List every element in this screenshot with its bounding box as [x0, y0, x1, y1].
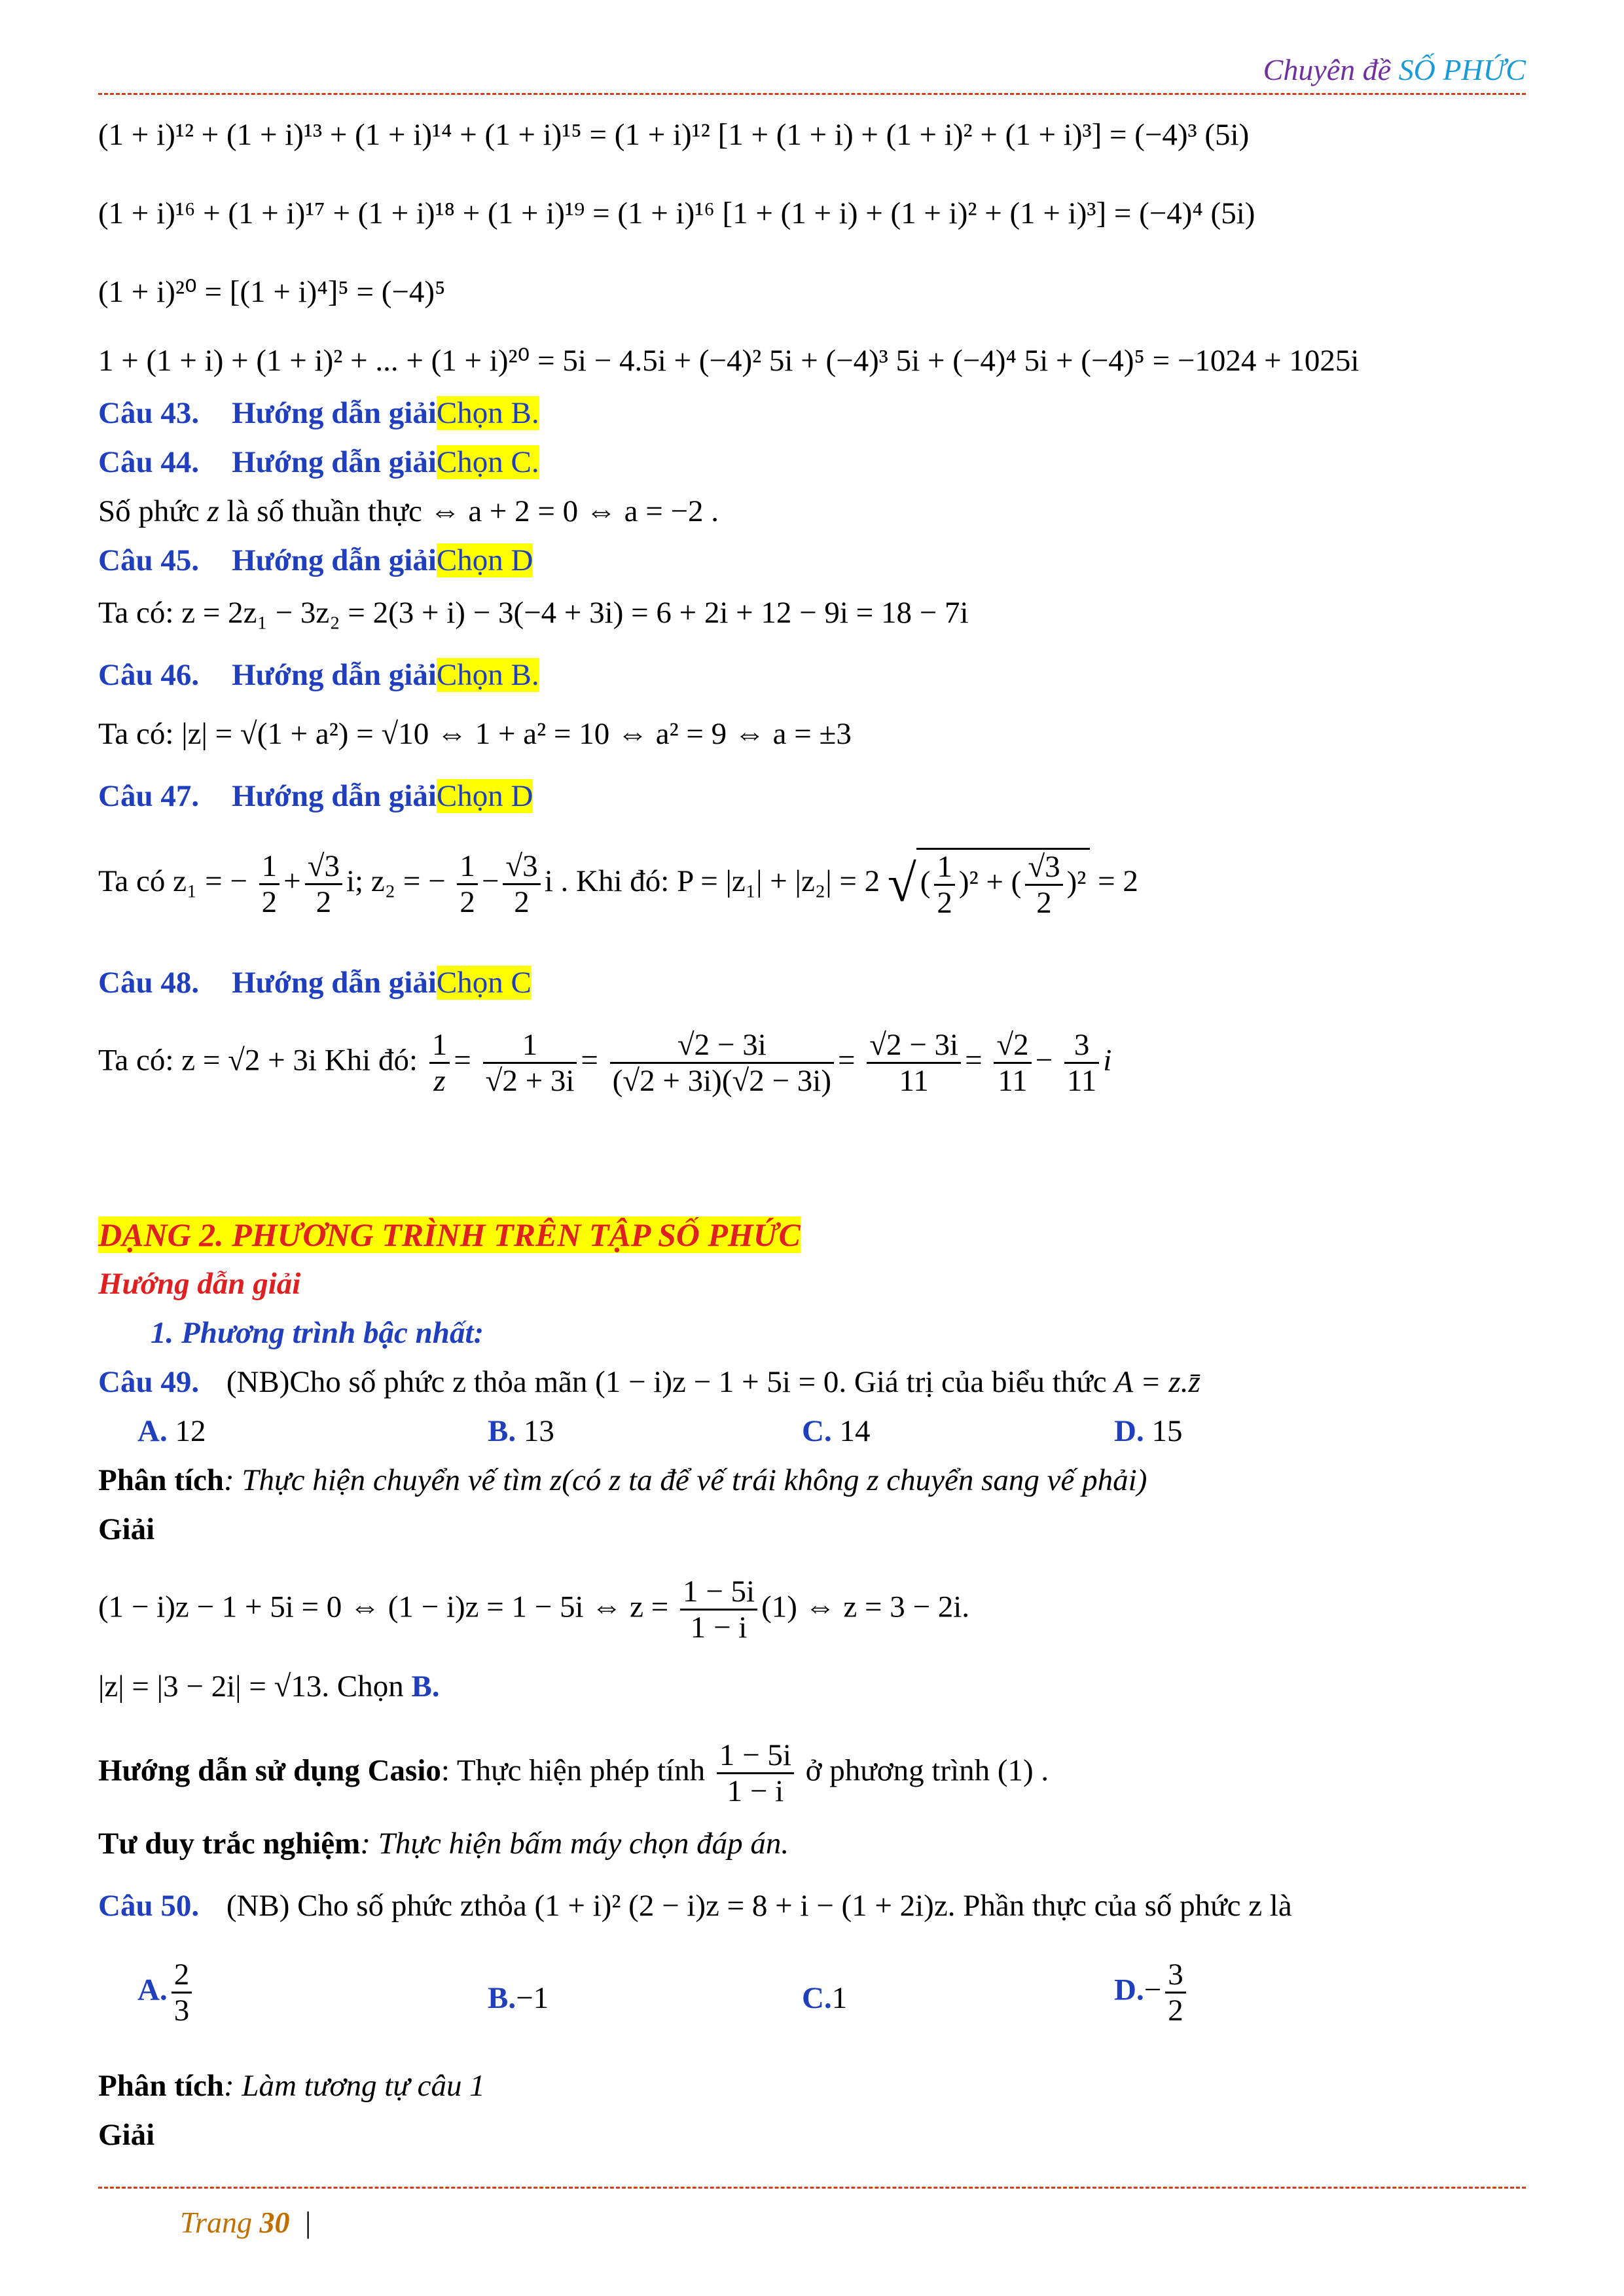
fraction: $\frac{1}{2}$: [457, 849, 478, 919]
question-50: Câu 50. (NB) Cho số phức zthỏa (1 + i)² (2 − i)z = 8 + i − (1 + 2i)z. Phần thực của số phức z là: [98, 1889, 1292, 1923]
fraction: $\frac{1}{√2 + 3i}$: [483, 1028, 577, 1098]
q50-analysis: Phân tích: Làm tương tự câu 1: [98, 2069, 485, 2103]
question-44: Câu 44. Hướng dẫn giảiChọn C.: [98, 445, 539, 479]
question-43: Câu 43. Hướng dẫn giảiChọn B.: [98, 396, 539, 430]
fraction: $\frac{1}{2}$: [934, 850, 955, 920]
choice-d[interactable]: D.− $\frac{3}{2}$: [1114, 1958, 1190, 2028]
fraction: $\frac{√3}{2}$: [1025, 850, 1062, 920]
question-48: Câu 48. Hướng dẫn giảiChọn C: [98, 966, 532, 1000]
q49-tdtn: Tư duy trắc nghiệm: Thực hiện bấm máy chọn đáp án.: [98, 1827, 789, 1861]
q49-casio: Hướng dẫn sử dụng Casio: Thực hiện phép tính $\frac{1 - 5i}{1 - i}$ ở phương trình (1) .: [98, 1738, 1049, 1808]
answer-highlight: Chọn C: [436, 966, 532, 1000]
choice-c[interactable]: C. 14: [802, 1414, 871, 1448]
q45-solution: Ta có: z = 2z₁ − 3z₂ = 2(3 + i) − 3(−4 + 3i) = 6 + 2i + 12 − 9i = 18 − 7i: [98, 596, 969, 630]
fraction: $\frac{√3}{2}$: [503, 849, 540, 919]
choice-a[interactable]: A. 12: [137, 1414, 206, 1448]
q49-step1: (1 − i)z − 1 + 5i = 0 ⇔ (1 − i)z = 1 − 5i ⇔ z = $\frac{1 - 5i}{1 - i}$ (1) ⇔ z = 3 − 2i.: [98, 1575, 970, 1645]
answer-highlight: Chọn D: [436, 543, 533, 577]
answer-highlight: Chọn C.: [436, 445, 539, 479]
question-46: Câu 46. Hướng dẫn giảiChọn B.: [98, 658, 539, 692]
fraction: $\frac{√3}{2}$: [305, 849, 342, 919]
q49-step2: |z| = |3 − 2i| = √13. Chọn B.: [98, 1669, 440, 1704]
fraction: $\frac{√2}{11}$: [994, 1028, 1031, 1098]
page-footer: Trang 30 |: [180, 2206, 312, 2239]
question-49: Câu 49. (NB)Cho số phức z thỏa mãn (1 − i)z − 1 + 5i = 0. Giá trị của biểu thức A = z.z̄: [98, 1365, 1200, 1399]
equation-line-3: (1 + i)²⁰ = [(1 + i)⁴]⁵ = (−4)⁵: [98, 275, 446, 309]
q44-explanation: Số phức z là số thuần thực ⇔ a + 2 = 0 ⇔ a = −2 .: [98, 494, 719, 528]
answer-highlight: Chọn D: [436, 779, 533, 813]
section-title: DẠNG 2. PHƯƠNG TRÌNH TRÊN TẬP SỐ PHỨC: [98, 1216, 801, 1253]
q49-choices: [98, 1408, 1525, 1455]
footer-divider: [98, 2187, 1526, 2189]
q48-solution: Ta có: z = √2 + 3i Khi đó: $\frac{1}{z}$ = $\frac{1}{√2 + 3i}$ = $\frac{√2 - 3i}{(√2 + 3i)(√2 - 3i)}$ = $\frac{√2 - 3i}{11}$ = $\frac{√2}{11}$ − $\frac{3}{11}$ i: [98, 1028, 1112, 1098]
fraction: $\frac{3}{11}$: [1064, 1028, 1099, 1098]
fraction: $\frac{1}{2}$: [259, 849, 280, 919]
subsection-title: 1. Phương trình bậc nhất:: [151, 1316, 484, 1350]
q46-solution: Ta có: |z| = √(1 + a²) = √10 ⇔ 1 + a² = 10 ⇔ a² = 9 ⇔ a = ±3: [98, 717, 852, 751]
choice-b[interactable]: B.−1: [488, 1981, 549, 2015]
choice-a[interactable]: A. $\frac{2}{3}$: [137, 1958, 196, 2028]
page-header: [98, 47, 1526, 95]
equation-line-2: (1 + i)¹⁶ + (1 + i)¹⁷ + (1 + i)¹⁸ + (1 + i)¹⁹ = (1 + i)¹⁶ [1 + (1 + i) + (1 + i)² + (1 + i)³] = (−4)⁴ (5i): [98, 196, 1255, 230]
fraction: $\frac{√2 - 3i}{(√2 + 3i)(√2 - 3i)}$: [610, 1028, 834, 1098]
q47-solution: Ta có z₁ = − $\frac{1}{2}$ + $\frac{√3}{2}$ i; z₂ = − $\frac{1}{2}$ − $\frac{√3}{2}$ i . Khi đó: P = |z₁| + |z₂| = 2 √ ( $\frac{1}{2}$ )² + ( $\frac{√3}{2}$ )² = 2: [98, 848, 1138, 920]
choice-c[interactable]: C.1: [802, 1981, 848, 2015]
fraction: $\frac{1 - 5i}{1 - i}$: [717, 1738, 794, 1808]
fraction: $\frac{1}{z}$: [429, 1028, 450, 1098]
question-45: Câu 45. Hướng dẫn giảiChọn D: [98, 543, 533, 577]
answer-highlight: Chọn B.: [436, 658, 539, 692]
q50-choices: [98, 1951, 1525, 2043]
choice-b[interactable]: B. 13: [488, 1414, 554, 1448]
q50-giai: Giải: [98, 2118, 155, 2152]
q49-analysis: Phân tích: Thực hiện chuyển vế tìm z(có z ta để vế trái không z chuyển sang vế phải): [98, 1463, 1147, 1497]
page-number: 30: [259, 2206, 290, 2239]
choice-d[interactable]: D. 15: [1114, 1414, 1183, 1448]
fraction: $\frac{1 - 5i}{1 - i}$: [680, 1575, 757, 1645]
equation-line-4: 1 + (1 + i) + (1 + i)² + ... + (1 + i)²⁰ = 5i − 4.5i + (−4)² 5i + (−4)³ 5i + (−4)⁴ 5i + (−4)⁵ = −1024 + 1025i: [98, 344, 1360, 378]
q49-giai: Giải: [98, 1512, 155, 1546]
question-47: Câu 47. Hướng dẫn giảiChọn D: [98, 779, 533, 813]
fraction: $\frac{√2 - 3i}{11}$: [867, 1028, 961, 1098]
section-guide: Hướng dẫn giải: [98, 1267, 301, 1301]
answer-highlight: Chọn B.: [436, 396, 539, 430]
equation-line-1: (1 + i)¹² + (1 + i)¹³ + (1 + i)¹⁴ + (1 + i)¹⁵ = (1 + i)¹² [1 + (1 + i) + (1 + i)² + (1 + i)³] = (−4)³ (5i): [98, 118, 1250, 152]
header-title: Chuyên đề SỐ PHỨC: [1263, 53, 1526, 86]
